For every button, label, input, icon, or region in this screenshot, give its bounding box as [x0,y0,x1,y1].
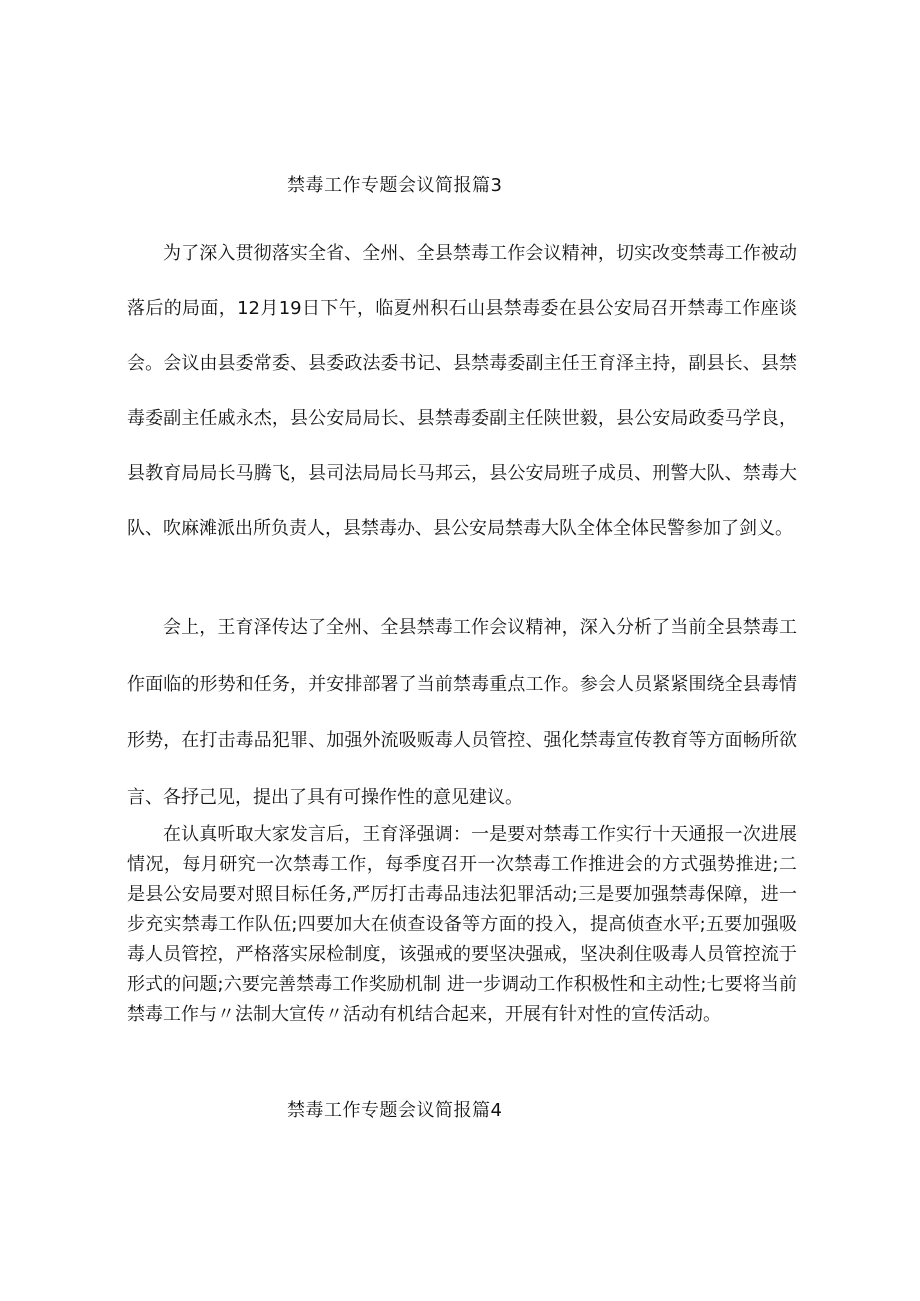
section-4-title: 禁毒工作专题会议简报篇4 [287,1100,503,1121]
section-3-title: 禁毒工作专题会议简报篇3 [287,175,503,196]
section-3-paragraph-3: 在认真听取大家发言后，王育泽强调：一是要对禁毒工作实行十天通报一次进展情况，每月研究一次禁毒工作，每季度召开一次禁毒工作推进会的方式强势推进;二是县公安局要对照目标任务,严厉打击毒品违法犯罪活动;三是要加强禁毒保障，进一步充实禁毒工作队伍;四要加大在侦查设备等方面的投入，提高侦查水平;五要加强吸毒人员管控，严格落实尿检制度，该强戒的要坚决强戒，坚决刹住吸毒人员管控流于形式的问题;六要完善禁毒工作奖励机制 进一步调动工作积极性和主动性;七要将当前禁毒工作与〃法制大宣传〃活动有机结合起来，开展有针对性的宣传活动。 [127,824,797,1025]
section-3-paragraph-2: 会上，王育泽传达了全州、全县禁毒工作会议精神，深入分析了当前全县禁毒工作面临的形势和任务，并安排部署了当前禁毒重点工作。参会人员紧紧围绕全县毒情形势，在打击毒品犯罪、加强外流吸贩毒人员管控、强化禁毒宣传教育等方面畅所欲言、各抒己见，提出了具有可操作性的意见建议。 [127,617,797,808]
section-3-paragraph-1: 为了深入贯彻落实全省、全州、全县禁毒工作会议精神，切实改变禁毒工作被动落后的局面，12月19日下午，临夏州积石山县禁毒委在县公安局召开禁毒工作座谈会。会议由县委常委、县委政法委书记、县禁毒委副主任王育泽主持，副县长、县禁毒委副主任戚永杰，县公安局局长、县禁毒委副主任陕世毅，县公安局政委马学良，县教育局局长马腾飞，县司法局局长马邦云，县公安局班子成员、刑警大队、禁毒大队、吹麻滩派出所负责人，县禁毒办、县公安局禁毒大队全体全体民警参加了剑义。 [127,243,797,539]
